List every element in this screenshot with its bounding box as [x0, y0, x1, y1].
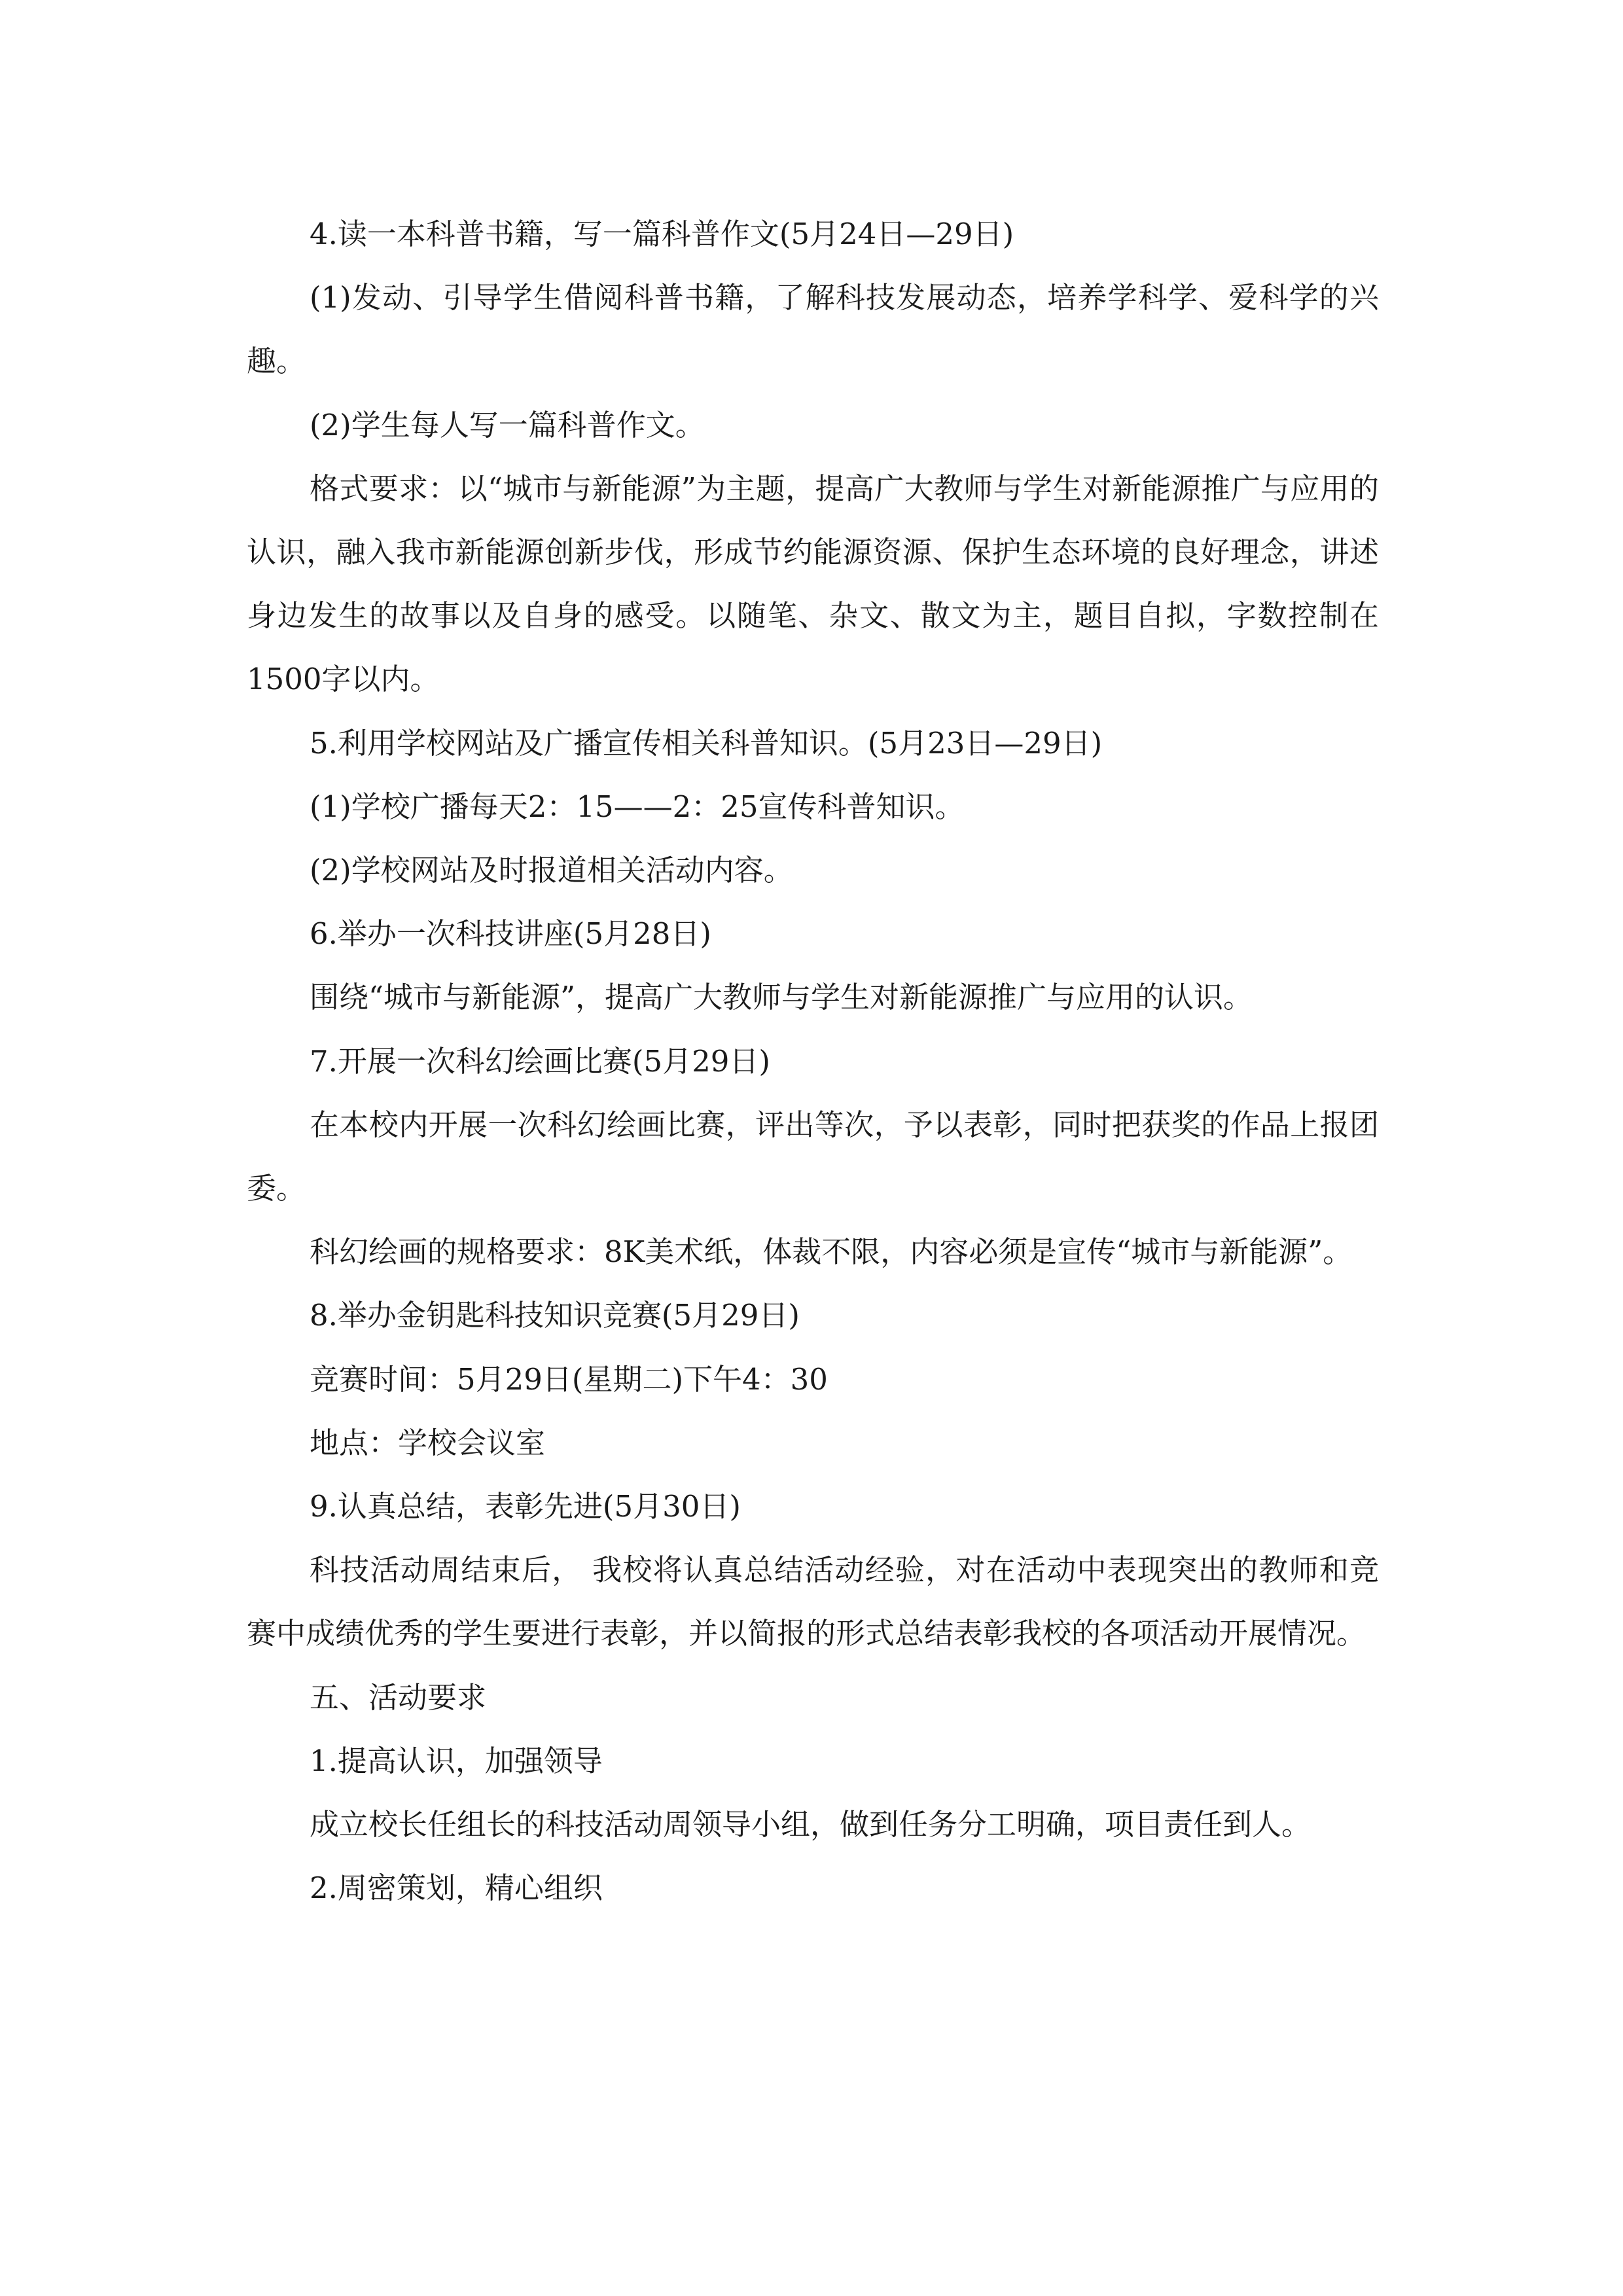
- item-4-point-1: (1)发动、引导学生借阅科普书籍，了解科技发展动态，培养学科学、爱科学的兴趣。: [247, 280, 1379, 379]
- item-5-point-2: (2)学校网站及时报道相关活动内容。: [310, 853, 793, 888]
- item-5-point-1: (1)学校广播每天2：15——2：25宣传科普知识。: [310, 789, 965, 824]
- requirement-1-text: 成立校长任组长的科技活动周领导小组，做到任务分工明确，项目责任到人。: [310, 1807, 1311, 1842]
- requirement-2-heading: 2.周密策划，精心组织: [310, 1871, 603, 1906]
- item-6-text: 围绕“城市与新能源”，提高广大教师与学生对新能源推广与应用的认识。: [310, 980, 1253, 1015]
- contest-time: 竞赛时间：5月29日(星期二)下午4：30: [310, 1361, 828, 1397]
- document-body: [247, 202, 1379, 1920]
- section-5-heading: 五、活动要求: [310, 1679, 487, 1715]
- format-requirements: 格式要求：以“城市与新能源”为主题，提高广大教师与学生对新能源推广与应用的认识，融入我市新能源创新步伐，形成节约能源资源、保护生态环境的良好理念，讲述身边发生的故事以及自身的感受。以随笔、杂文、散文为主，题目自拟，字数控制在1500字以内。: [247, 471, 1379, 697]
- painting-spec: 科幻绘画的规格要求：8K美术纸，体裁不限，内容必须是宣传“城市与新能源”。: [310, 1234, 1353, 1270]
- item-6-heading: 6.举办一次科技讲座(5月28日): [310, 916, 711, 952]
- item-8-heading: 8.举办金钥匙科技知识竞赛(5月29日): [310, 1298, 800, 1333]
- item-9-heading: 9.认真总结，表彰先进(5月30日): [310, 1489, 741, 1524]
- contest-location: 地点：学校会议室: [310, 1425, 546, 1460]
- item-9-text: 科技活动周结束后， 我校将认真总结活动经验，对在活动中表现突出的教师和竞赛中成绩优秀的学生要进行表彰，并以简报的形式总结表彰我校的各项活动开展情况。: [247, 1552, 1379, 1651]
- item-7-heading: 7.开展一次科幻绘画比赛(5月29日): [310, 1043, 770, 1079]
- item-5-heading: 5.利用学校网站及广播宣传相关科普知识。(5月23日—29日): [310, 725, 1103, 761]
- item-7-text: 在本校内开展一次科幻绘画比赛，评出等次，予以表彰，同时把获奖的作品上报团委。: [247, 1107, 1379, 1206]
- item-4-heading: 4.读一本科普书籍，写一篇科普作文(5月24日—29日): [310, 217, 1014, 251]
- item-4-point-2: (2)学生每人写一篇科普作文。: [310, 407, 705, 442]
- requirement-1-heading: 1.提高认识，加强领导: [310, 1743, 603, 1778]
